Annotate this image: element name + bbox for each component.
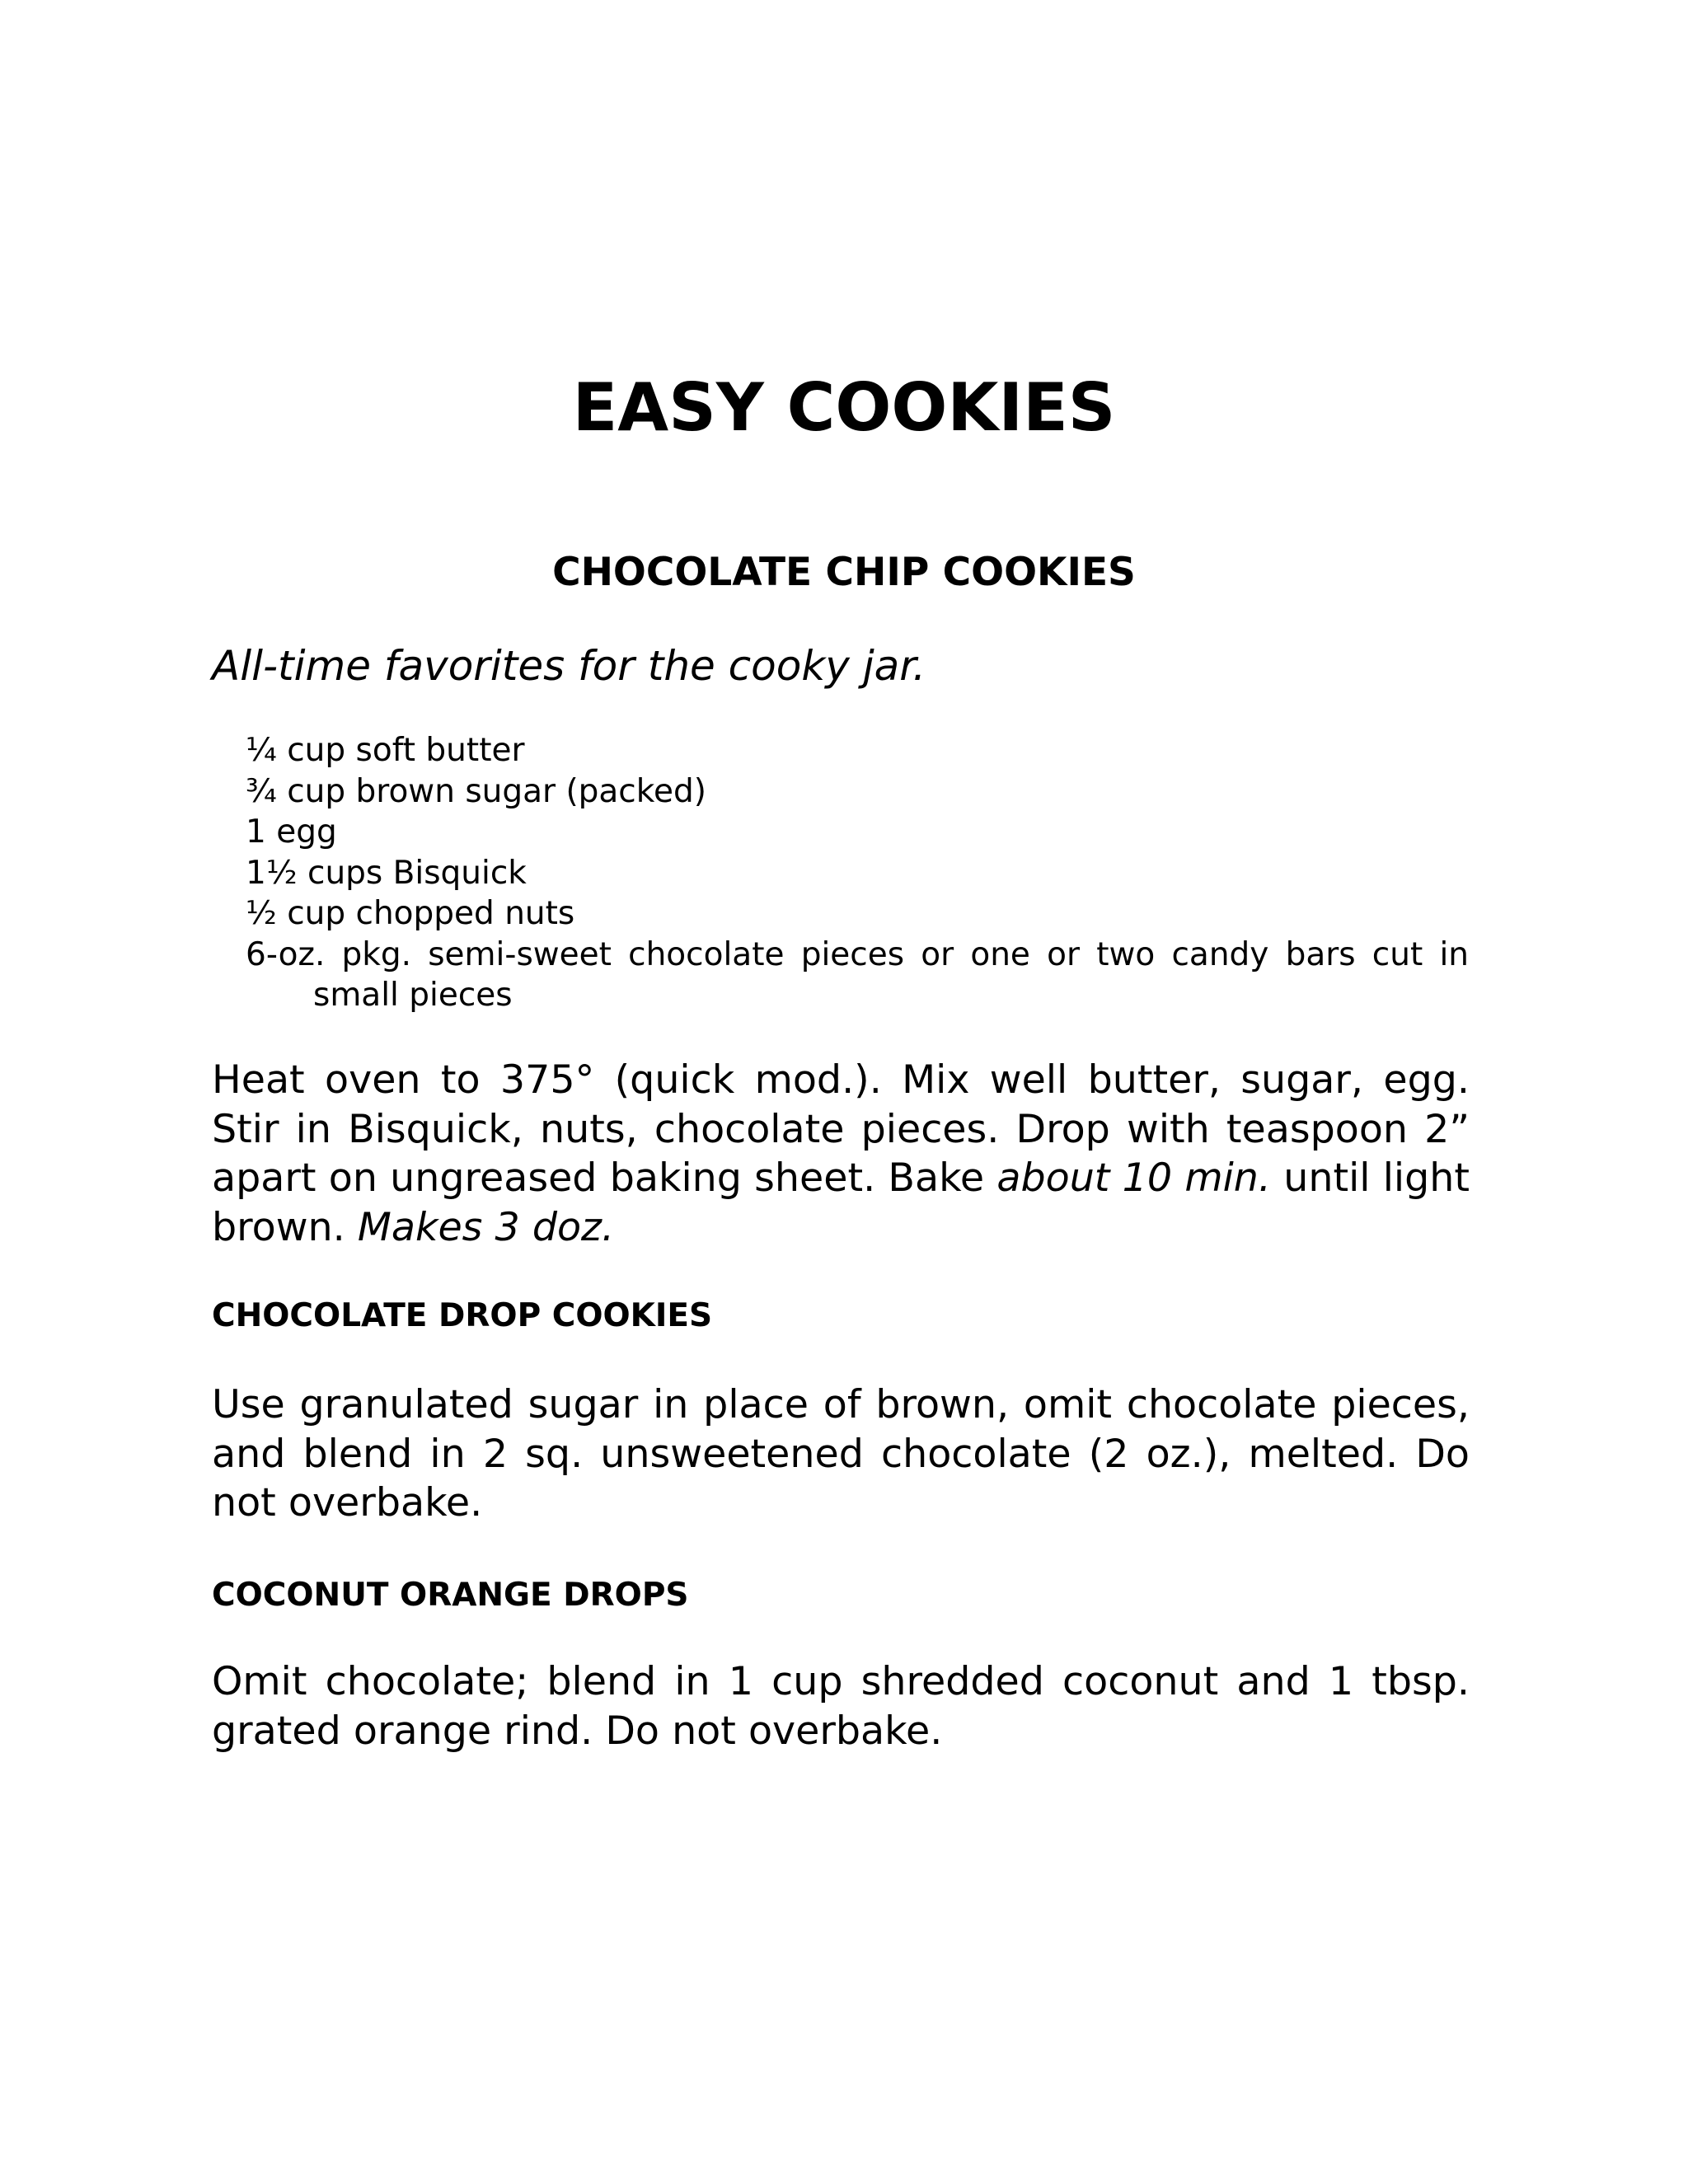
ingredient-item: ½ cup chopped nuts [246, 895, 575, 932]
directions-text-end: until light brown. [212, 1155, 1470, 1250]
ingredient-item: 1½ cups Bisquick [246, 854, 527, 892]
variation-text: Omit chocolate; blend in 1 cup shredded coconut and 1 tbsp. grated orange rind. Do not overbake. [212, 1659, 1470, 1754]
variation-text: Use granulated sugar in place of brown, omit chocolate pieces, and blend in 2 sq. unsweetened chocolate (2 oz.), melted. Do not overbake. [212, 1382, 1470, 1526]
recipe-directions [212, 1056, 1470, 1252]
directions-text: Heat oven to 375° (quick mod.). Mix well butter, sugar, egg. Stir in Bisquick, nuts, chocolate pieces. Drop with teaspoon 2” apart on ungreased baking sheet. Bake [212, 1057, 1470, 1201]
recipe-yield: Makes 3 doz. [357, 1204, 615, 1250]
recipe-title: CHOCOLATE CHIP COOKIES [552, 550, 1136, 595]
ingredient-item: ¾ cup brown sugar (packed) [246, 772, 706, 810]
ingredient-item: ¼ cup soft butter [246, 732, 525, 769]
ingredient-item: 1 egg [246, 813, 337, 851]
recipe-tagline: All-time favorites for the cooky jar. [212, 642, 926, 690]
page-title: EASY COOKIES [572, 369, 1116, 446]
variation-title: COCONUT ORANGE DROPS [212, 1577, 689, 1614]
ingredients-list [246, 730, 1469, 1016]
bake-time: about 10 min. [996, 1155, 1272, 1201]
ingredient-item: 6-oz. pkg. semi-sweet chocolate pieces or one or two candy bars cut in small pieces [246, 935, 1469, 1014]
variation-title: CHOCOLATE DROP COOKIES [212, 1297, 713, 1334]
